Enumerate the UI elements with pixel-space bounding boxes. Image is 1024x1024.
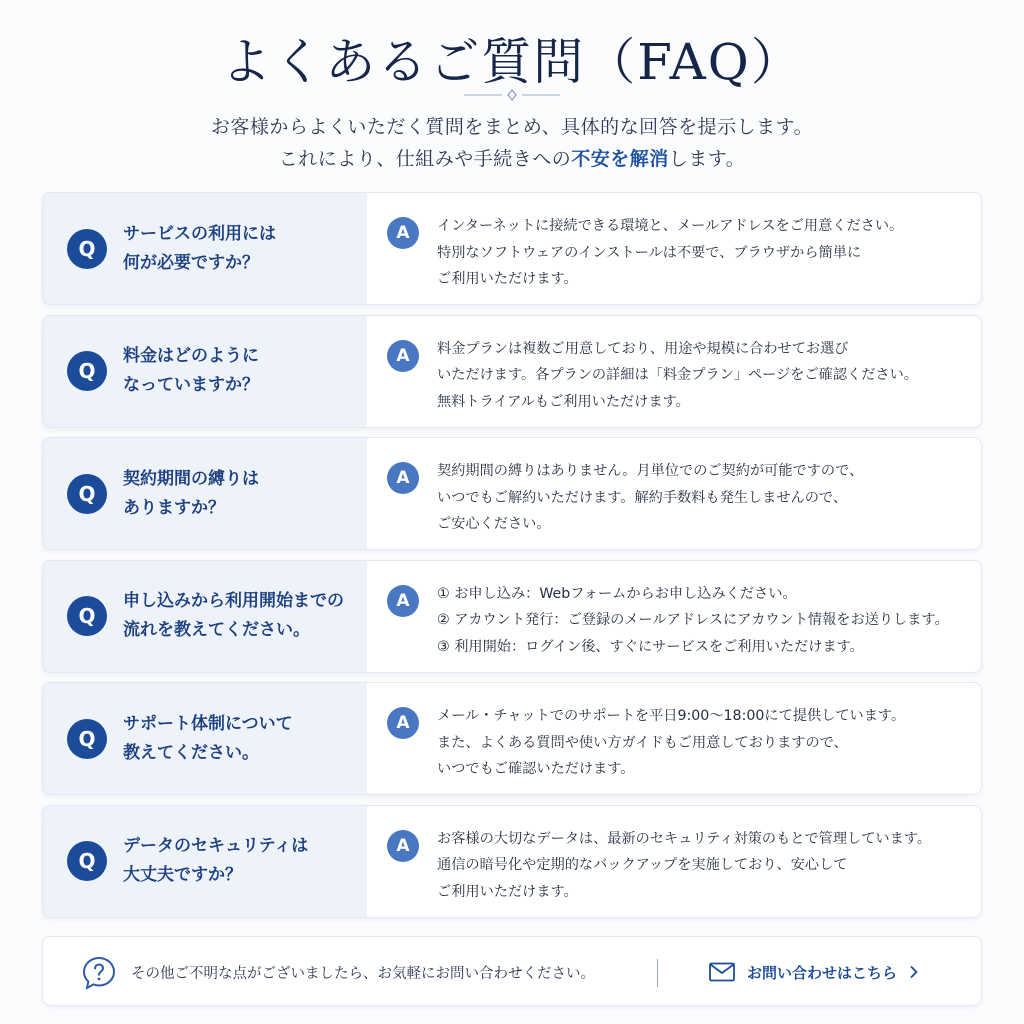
answer-text xyxy=(437,458,863,538)
answer-line: いつでもご解約いただけます。解約手数料も発生しませんので、 xyxy=(437,489,848,506)
question-text: 申し込みから利用開始までの 流れを教えてください。 xyxy=(123,591,344,640)
answer-text xyxy=(437,703,905,783)
answer-line: ① お申し込み：Webフォームからお申し込みください。 xyxy=(437,585,797,602)
answer-line: 無料トライアルもご利用いただけます。 xyxy=(437,393,690,410)
answer-line: 料金プランは複数ご用意しており、用途や規模に合わせてお選び xyxy=(437,340,849,357)
answer-line: ご安心ください。 xyxy=(437,516,551,532)
faq-question xyxy=(43,561,367,672)
question-text: データのセキュリティは 大丈夫ですか？ xyxy=(123,836,309,885)
answer-badge: A xyxy=(387,707,419,739)
answer-line: 契約期間の縛りはありません。月単位でのご契約が可能ですので、 xyxy=(437,463,864,479)
faq-question xyxy=(43,316,367,427)
answer-line: メール・チャットでのサポートを平日9:00〜18:00にて提供しています。 xyxy=(437,708,906,724)
question-badge: Q xyxy=(67,229,107,269)
answer-line: 特別なソフトウェアのインストールは不要で、ブラウザから簡単に xyxy=(437,244,862,261)
subtitle-line-1: お客様からよくいただく質問をまとめ、具体的な回答を提示します。 xyxy=(210,116,814,138)
answer-text xyxy=(437,826,931,906)
answer-line: ご利用いただけます。 xyxy=(437,271,578,287)
contact-footer xyxy=(42,936,982,1006)
page-title: よくあるご質問（FAQ） xyxy=(221,33,803,91)
answer-badge: A xyxy=(387,462,419,494)
help-text: その他ご不明な点がございましたら、お気軽にお問い合わせください。 xyxy=(131,966,595,982)
question-text: サポート体制について 教えてください。 xyxy=(123,713,293,763)
answer-line: 通信の暗号化や定期的なバックアップを実施しており、安心して xyxy=(437,857,848,873)
title-divider-ornament xyxy=(462,88,562,102)
contact-link[interactable] xyxy=(709,955,919,989)
faq-question xyxy=(43,683,367,794)
faq-answer xyxy=(367,193,981,304)
answer-badge: A xyxy=(387,340,419,372)
answer-badge: A xyxy=(387,217,419,249)
answer-line: ご利用いただけます。 xyxy=(437,883,578,900)
contact-link-label[interactable]: お問い合わせはこちら xyxy=(747,963,898,982)
question-text: 契約期間の縛りは ありますか？ xyxy=(123,468,259,518)
answer-line: いつでもご確認いただけます。 xyxy=(437,761,635,777)
answer-text xyxy=(437,336,918,416)
faq-question xyxy=(43,806,367,917)
answer-line: お客様の大切なデータは、最新のセキュリティ対策のもとで管理しています。 xyxy=(437,830,932,847)
faq-item xyxy=(42,315,982,428)
faq-item xyxy=(42,192,982,305)
faq-item xyxy=(42,805,982,918)
faq-answer xyxy=(367,683,981,794)
footer-divider xyxy=(657,959,658,987)
question-badge: Q xyxy=(67,351,107,391)
question-badge: Q xyxy=(67,841,107,881)
faq-answer xyxy=(367,316,981,427)
chevron-right-icon xyxy=(909,965,919,979)
answer-line: インターネットに接続できる環境と、メールアドレスをご用意ください。 xyxy=(437,218,904,234)
answer-text xyxy=(437,581,949,661)
answer-badge: A xyxy=(387,585,419,617)
question-text: サービスの利用には 何が必要ですか？ xyxy=(123,223,276,273)
faq-answer xyxy=(367,561,981,672)
faq-answer xyxy=(367,806,981,917)
question-badge: Q xyxy=(67,719,107,759)
answer-line: いただけます。各プランの詳細は「料金プラン」ページをご確認ください。 xyxy=(437,367,918,383)
answer-line: ② アカウント発行：ご登録のメールアドレスにアカウント情報をお送りします。 xyxy=(437,612,949,628)
question-text: 料金はどのように なっていますか？ xyxy=(123,346,259,395)
faq-answer xyxy=(367,438,981,549)
question-badge: Q xyxy=(67,474,107,514)
subtitle-text: これにより、仕組みや手続きへの xyxy=(278,148,572,170)
subtitle-highlight: 不安を解消 xyxy=(571,148,669,170)
question-bubble-icon xyxy=(81,955,117,991)
answer-line: ③ 利用開始：ログイン後、すぐにサービスをご利用いただけます。 xyxy=(437,638,864,655)
subtitle-line-2 xyxy=(0,144,1024,171)
mail-icon xyxy=(709,962,735,982)
faq-item xyxy=(42,560,982,673)
faq-question xyxy=(43,193,367,304)
subtitle-text: します。 xyxy=(668,148,746,170)
question-badge: Q xyxy=(67,596,107,636)
faq-item xyxy=(42,682,982,795)
answer-line: また、よくある質問や使い方ガイドもご用意しておりますので、 xyxy=(437,734,848,751)
answer-badge: A xyxy=(387,830,419,862)
faq-question xyxy=(43,438,367,549)
faq-item xyxy=(42,437,982,550)
answer-text xyxy=(437,213,903,293)
faq-list xyxy=(42,192,982,927)
